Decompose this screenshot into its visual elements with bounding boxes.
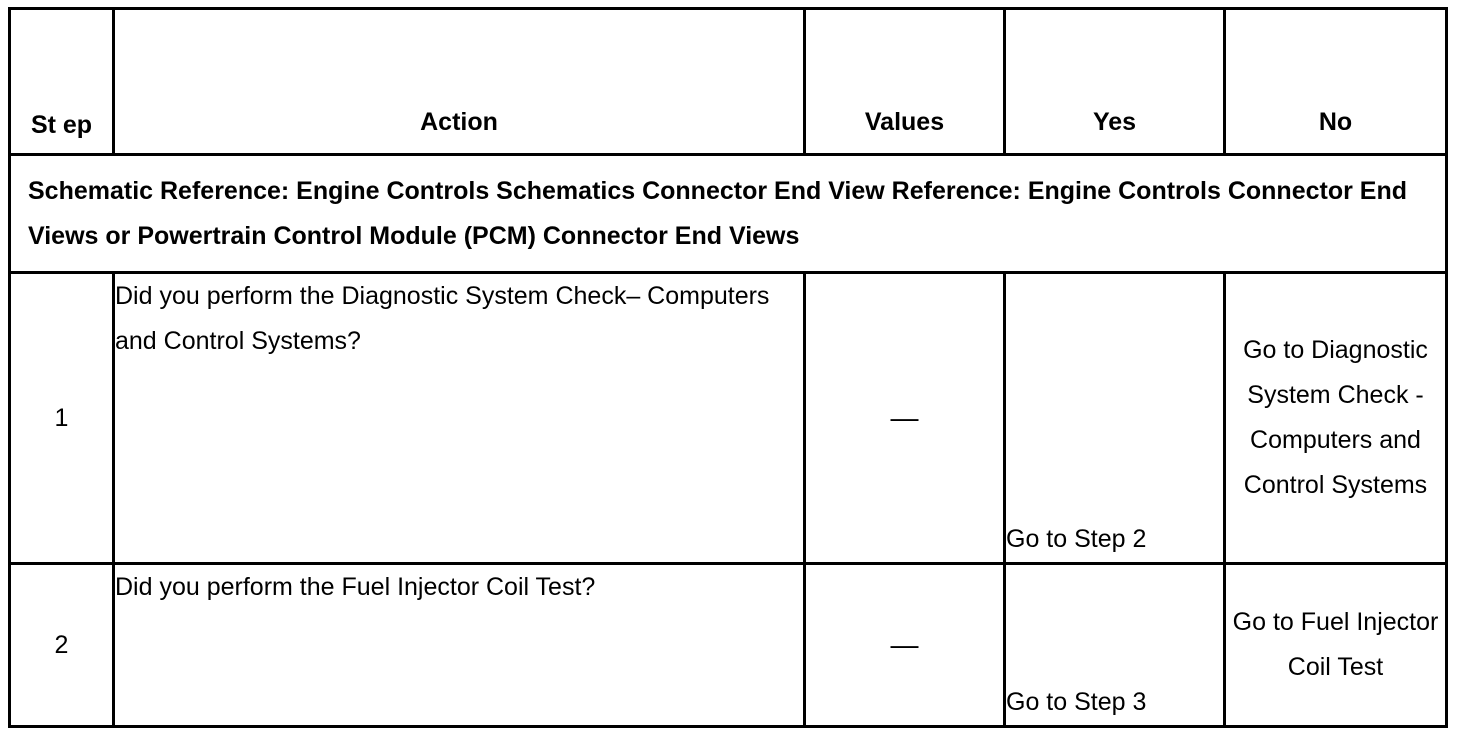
step-number: 1	[10, 273, 114, 564]
header-step: St ep	[10, 9, 114, 155]
diagnostic-table	[8, 7, 1448, 728]
reference-row	[10, 155, 1447, 273]
header-values: Values	[805, 9, 1005, 155]
step-values	[805, 564, 1005, 727]
step-action: Did you perform the Fuel Injector Coil Test?	[114, 564, 805, 727]
table-row	[10, 273, 1447, 564]
value-dash: —	[890, 628, 919, 660]
step-number: 2	[10, 564, 114, 727]
step-action: Did you perform the Diagnostic System Check– Computers and Control Systems?	[114, 273, 805, 564]
table-row	[10, 564, 1447, 727]
header-no: No	[1225, 9, 1447, 155]
header-yes: Yes	[1005, 9, 1225, 155]
step-no: Go to Diagnostic System Check - Computers and Control Systems	[1225, 273, 1447, 564]
step-yes: Go to Step 2	[1005, 273, 1225, 564]
value-dash: —	[890, 401, 919, 433]
step-yes: Go to Step 3	[1005, 564, 1225, 727]
table-header-row	[10, 9, 1447, 155]
step-no: Go to Fuel Injector Coil Test	[1225, 564, 1447, 727]
schematic-reference: Schematic Reference: Engine Controls Schematics Connector End View Reference: Engine Controls Connector End Views or Powertrain Control Module (PCM) Connector End Views	[10, 155, 1447, 273]
step-values	[805, 273, 1005, 564]
header-action: Action	[114, 9, 805, 155]
